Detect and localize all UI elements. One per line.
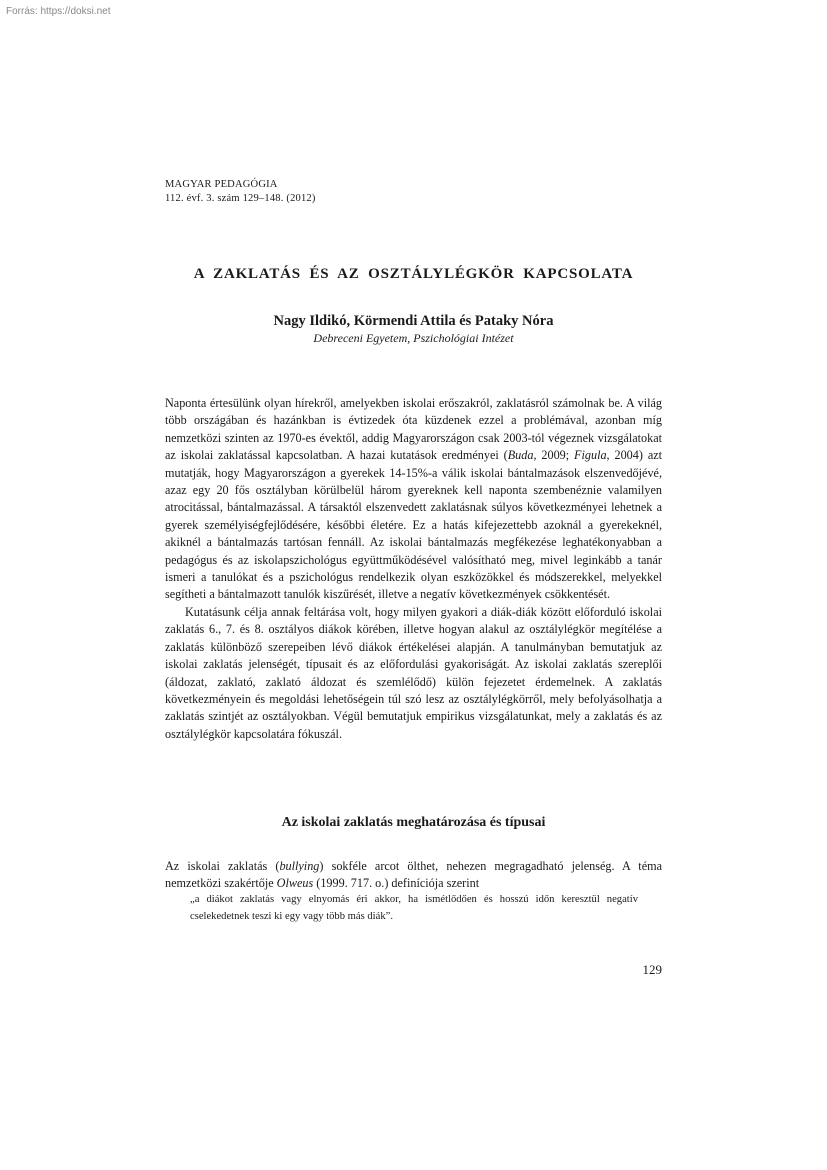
source-watermark: Forrás: https://doksi.net xyxy=(6,6,111,17)
article-affiliation: Debreceni Egyetem, Pszichológiai Intézet xyxy=(313,331,514,345)
definition-text xyxy=(165,858,662,893)
page-number: 129 xyxy=(642,962,662,977)
block-quote: „a diákot zaklatás vagy elnyomás éri akkor, ha ismétlődően és hosszú időn keresztül negatív cselekedetnek teszi ki egy vagy több más diák”. xyxy=(190,894,638,922)
intro-paragraph-1 xyxy=(165,395,662,604)
definition-text-a: Az iskolai zaklatás ( xyxy=(165,859,280,873)
intro-text: Naponta értesülünk olyan hírekről, amelyekben iskolai erőszakról, zaklatásról számolnak be. A világ több országában és hazánkban is évtizedek óta küzdenek ezzel a problémával, azonban míg nemzetközi szinten az 1970-es évektől, addig Magyarországon csak 2003-tól végeznek vizsgálatokat az iskolai zaklatással kapcsolatban. A hazai kutatások eredményei ( xyxy=(165,396,662,463)
intro-text: , 2004) azt mutatják, hogy Magyarországon a gyerekek 14-15%-a válik iskolai bántalmazások elszenvedőjévé, azaz egy 20 fős osztályban körülbelül három gyereknek kell naponta szembenéznie valamilyen atrocitással, bántalmazással. A társaktól elszenvedett zaklatásnak súlyos következményei lehetnek a gyerek személyiségfejlődésére, későbbi életére. Ez a hatás kifejezettebb azoknál a gyerekeknél, akiknél a bántalmazás tartósan fennáll. Az iskolai bántalmazás megfékezése leghatékonyabban a pedagógus és az iskolapszichológus együttműködésével valósítható meg, mivel leginkább a tanár ismeri a tanulókat és a pszichológus rendelkezik olyan eszközökkel és módszerekkel, melyekkel segítheti a bántalmazott tanulók kiszűrését, illetve a negatív következmények csökkentését. xyxy=(165,448,663,602)
intro-section xyxy=(165,395,662,743)
section-heading: Az iskolai zaklatás meghatározása és típusai xyxy=(281,815,546,830)
citation-name: Figula xyxy=(574,448,607,463)
article-title: A ZAKLATÁS ÉS AZ OSZTÁLYLÉGKÖR KAPCSOLATA xyxy=(193,266,634,282)
term-bullying: bullying xyxy=(279,859,320,873)
journal-header xyxy=(165,178,316,206)
citation-year: , 2009; xyxy=(533,448,575,463)
article-authors: Nagy Ildikó, Körmendi Attila és Pataky Nóra xyxy=(273,313,554,329)
definition-paragraph xyxy=(165,858,662,893)
journal-issue: 112. évf. 3. szám 129–148. (2012) xyxy=(165,193,316,204)
journal-name: MAGYAR PEDAGÓGIA xyxy=(165,179,278,190)
citation-name: Buda xyxy=(507,448,534,463)
citation-name: Olweus xyxy=(276,876,314,891)
intro-paragraph-2: Kutatásunk célja annak feltárása volt, hogy milyen gyakori a diák-diák között előforduló iskolai zaklatás 6., 7. és 8. osztályos diákok körében, illetve hogyan alakul az osztálylégkör megítélése a zaklatás különböző szerepeiben lévő diákok értékelései alapján. A tanulmányban bemutatjuk az iskolai zaklatás jelenségét, típusait és az előfordulási gyakoriságát. Az iskolai zaklatás szereplői (áldozat, zaklató, zaklató áldozat és szemlélődő) külön fejezetet érdemelnek. A zaklatás következményein és megoldási lehetőségein túl szó lesz az osztálylégkörről, mely befolyásolhatja a zaklatás szintjét az osztályokban. Végül bemutatjuk empirikus vizsgálatunkat, mely a zaklatás és az osztálylégkör kapcsolatára fókuszál. xyxy=(165,604,662,741)
definition-text-c: (1999. 717. o.) definíciója szerint xyxy=(313,876,480,891)
definition-text-b: ) sokféle arcot ölthet, nehezen megragadható jelenség. A téma nemzetközi szakértője xyxy=(165,859,662,891)
